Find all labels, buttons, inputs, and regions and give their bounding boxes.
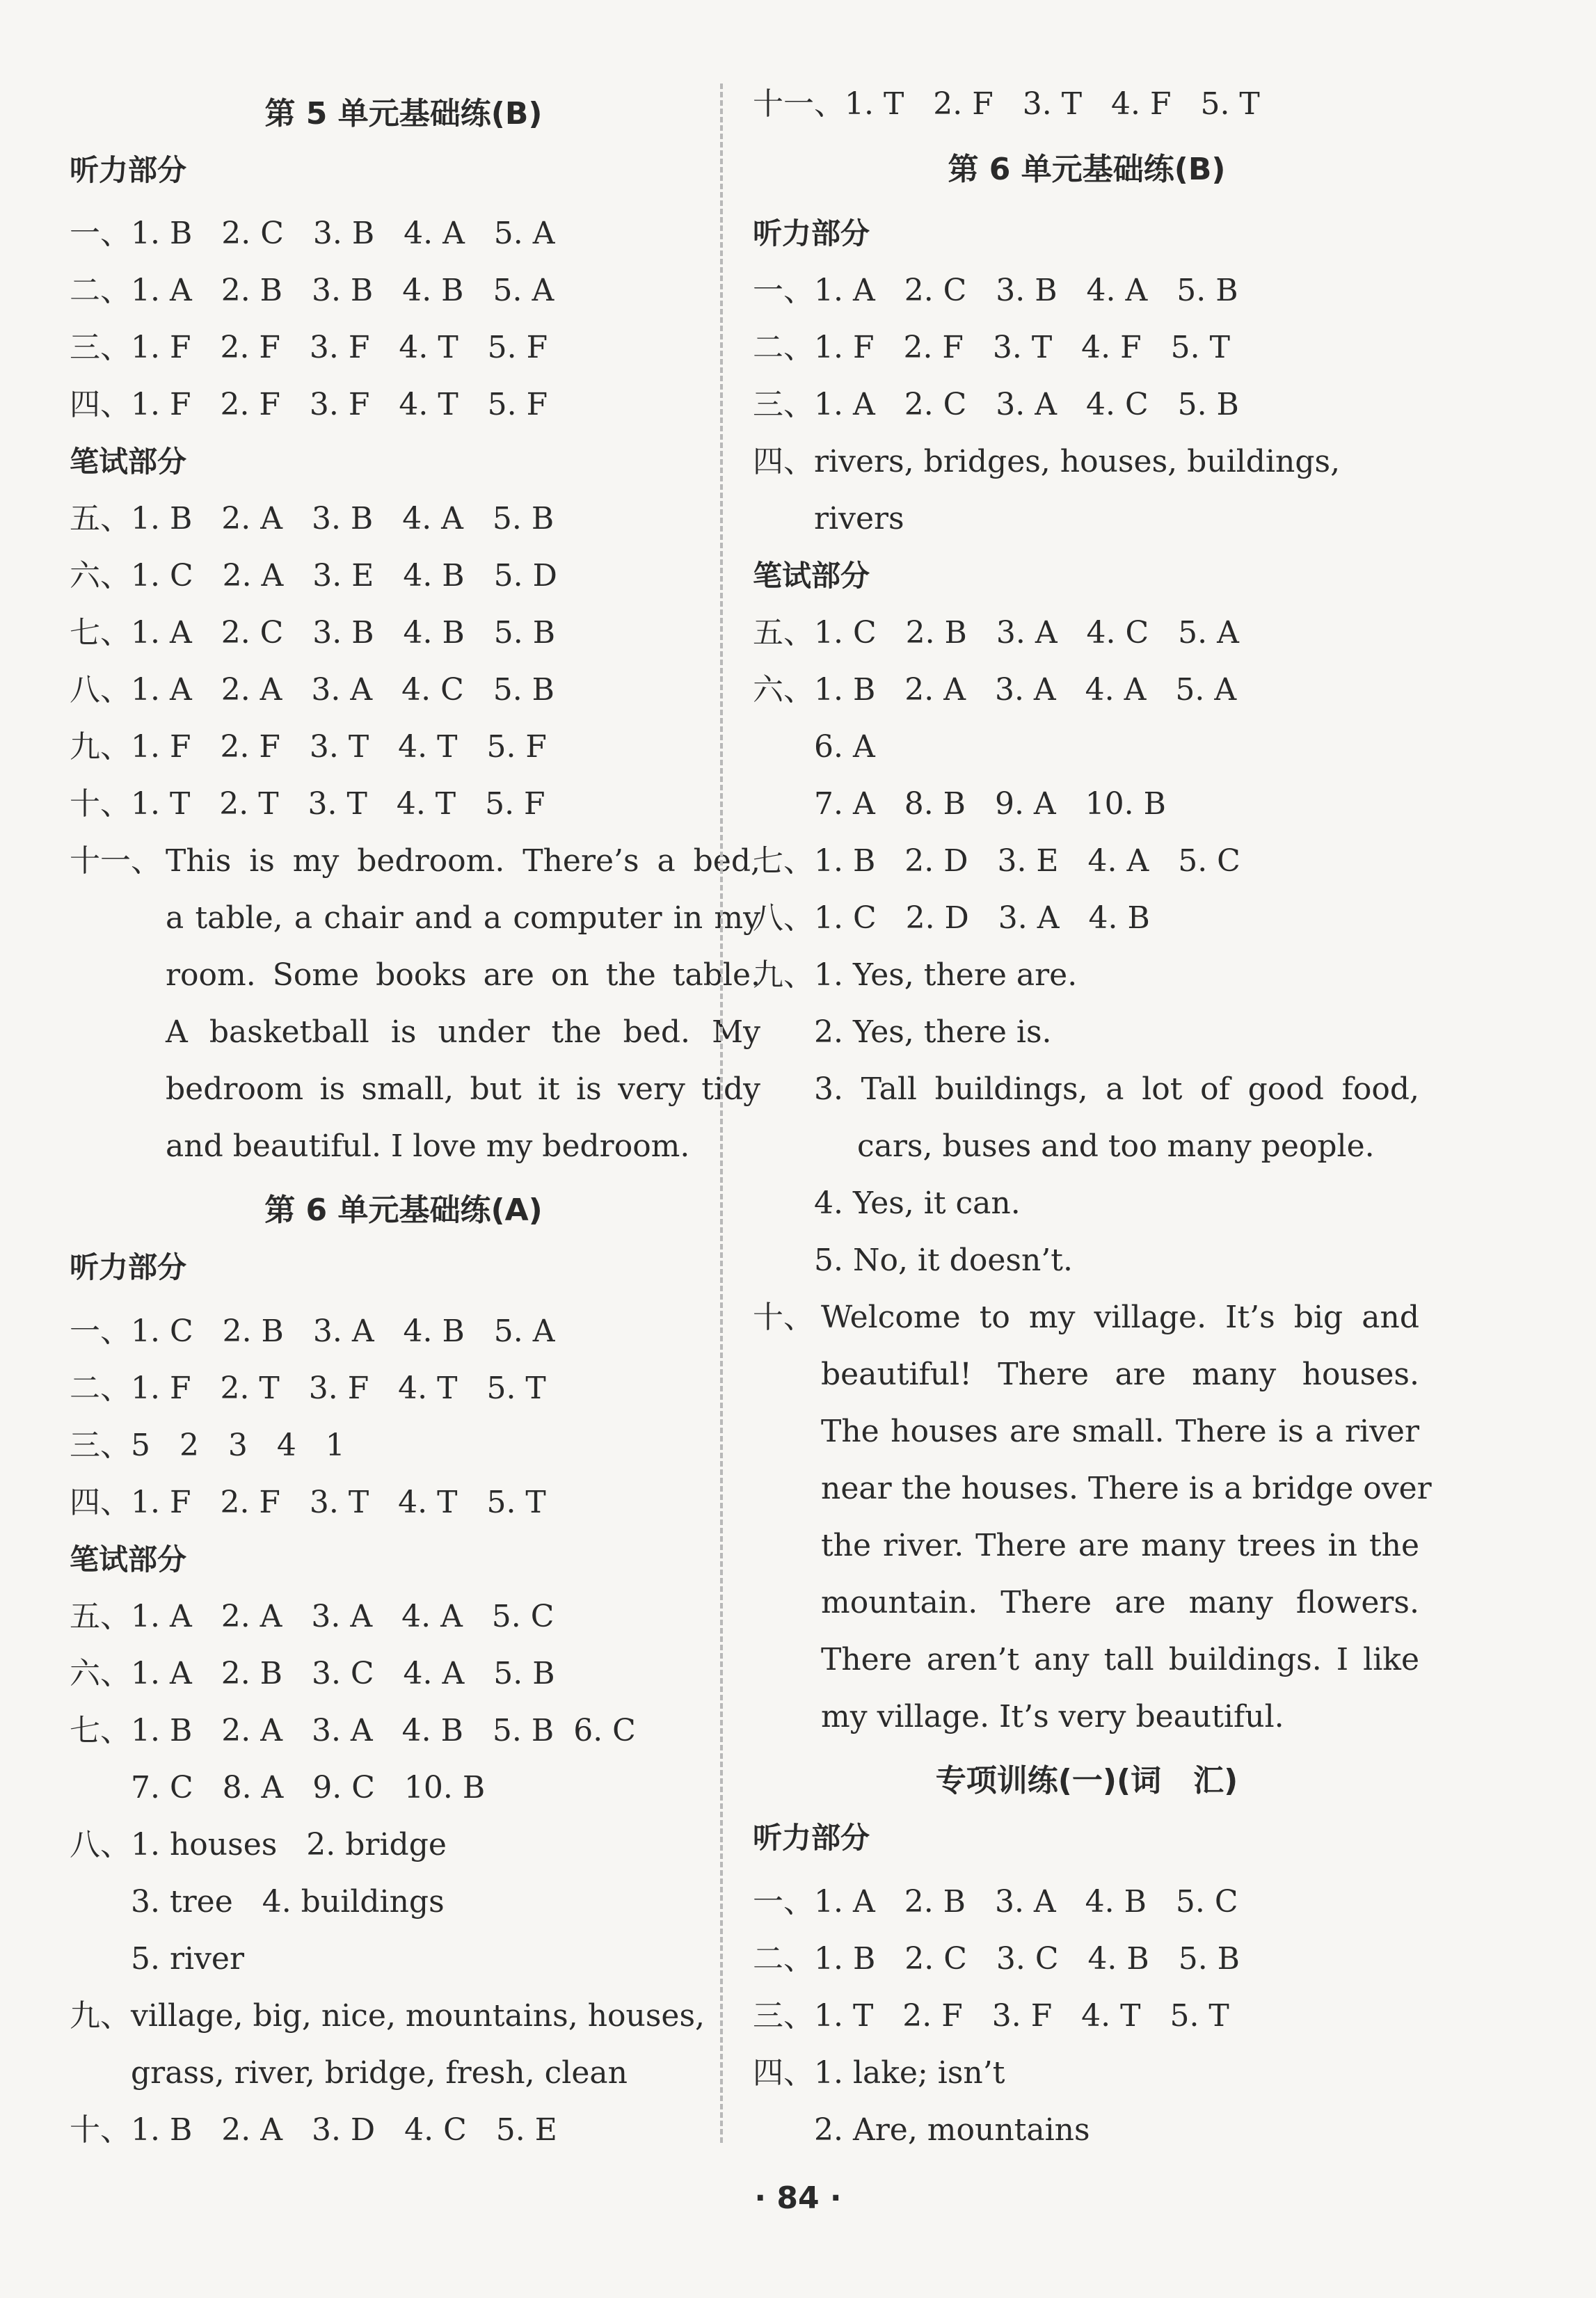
answer-line: 九、village, big, nice, mountains, houses,	[70, 1998, 705, 2034]
answer-line: 5. river	[131, 1941, 245, 1977]
essay-line: A basketball is under the bed. My	[166, 1014, 760, 1050]
answer-line: 七、1. B 2. A 3. A 4. B 5. B 6. C	[70, 1713, 636, 1748]
answer-line: 八、1. A 2. A 3. A 4. C 5. B	[70, 672, 554, 708]
essay-line: my village. It’s very beautiful.	[821, 1699, 1284, 1734]
answer-line: 十、1. T 2. T 3. T 4. T 5. F	[70, 786, 545, 822]
essay-line: mountain. There are many flowers.	[821, 1585, 1419, 1620]
answer-line: 六、1. B 2. A 3. A 4. A 5. A	[753, 672, 1237, 708]
answer-line: 三、5 2 3 4 1	[70, 1428, 345, 1463]
essay-line: There aren’t any tall buildings. I like	[821, 1642, 1419, 1677]
answer-line: 二、1. F 2. T 3. F 4. T 5. T	[70, 1371, 546, 1406]
answer-line: 七、1. B 2. D 3. E 4. A 5. C	[753, 843, 1240, 879]
page-number: · 84 ·	[754, 2180, 842, 2216]
answer-line: 六、1. A 2. B 3. C 4. A 5. B	[70, 1656, 555, 1691]
answer-line: 四、rivers, bridges, houses, buildings,	[753, 444, 1341, 479]
answer-line: 五、1. C 2. B 3. A 4. C 5. A	[753, 615, 1239, 651]
answer-line: 九、1. Yes, there are.	[753, 957, 1078, 993]
listening-heading: 听力部分	[753, 1821, 870, 1855]
essay-label: 十、	[753, 1300, 814, 1335]
answer-line: 二、1. F 2. F 3. T 4. F 5. T	[753, 330, 1230, 365]
answer-line: 7. C 8. A 9. C 10. B	[131, 1770, 486, 1805]
essay-line: This is my bedroom. There’s a bed,	[166, 843, 760, 879]
answer-line: 一、1. B 2. C 3. B 4. A 5. A	[70, 216, 555, 251]
answer-line: 6. A	[814, 729, 875, 765]
written-heading: 笔试部分	[753, 559, 870, 593]
essay-line: room. Some books are on the table.	[166, 957, 760, 993]
listening-heading: 听力部分	[753, 216, 870, 250]
answer-line: 2. Yes, there is.	[814, 1014, 1052, 1050]
essay-line: The houses are small. There is a river	[821, 1414, 1419, 1449]
answer-line: 三、1. T 2. F 3. F 4. T 5. T	[753, 1998, 1229, 2034]
answer-line: 八、1. houses 2. bridge	[70, 1827, 447, 1862]
answer-line: 二、1. A 2. B 3. B 4. B 5. A	[70, 273, 554, 308]
answer-line: 二、1. B 2. C 3. C 4. B 5. B	[753, 1941, 1240, 1977]
answer-line: 5. No, it doesn’t.	[814, 1243, 1073, 1278]
answer-line: 十一、1. T 2. F 3. T 4. F 5. T	[753, 86, 1260, 122]
answer-line: 一、1. A 2. B 3. A 4. B 5. C	[753, 1884, 1238, 1920]
answer-line: 七、1. A 2. C 3. B 4. B 5. B	[70, 615, 556, 651]
answer-line: cars, buses and too many people.	[857, 1128, 1375, 1164]
answer-line: rivers	[814, 501, 904, 536]
section-title-special1: 专项训练(一)(词 汇)	[935, 1763, 1238, 1798]
section-title-unit6a: 第 6 单元基础练(A)	[264, 1192, 543, 1228]
essay-line: Welcome to my village. It’s big and	[821, 1300, 1419, 1335]
answer-line: 7. A 8. B 9. A 10. B	[814, 786, 1166, 822]
essay-line: the river. There are many trees in the	[821, 1528, 1419, 1563]
answer-line: 四、1. lake; isn’t	[753, 2055, 1005, 2091]
written-heading: 笔试部分	[70, 445, 187, 479]
section-title-unit6b: 第 6 单元基础练(B)	[948, 152, 1226, 187]
essay-line: near the houses. There is a bridge over	[821, 1471, 1432, 1506]
listening-heading: 听力部分	[70, 153, 187, 187]
written-heading: 笔试部分	[70, 1542, 187, 1577]
essay-line: a table, a chair and a computer in my	[166, 900, 760, 936]
answer-line: 四、1. F 2. F 3. F 4. T 5. F	[70, 387, 548, 422]
answer-line: 五、1. B 2. A 3. B 4. A 5. B	[70, 501, 554, 536]
answer-line: 三、1. F 2. F 3. F 4. T 5. F	[70, 330, 548, 365]
answer-line: 九、1. F 2. F 3. T 4. T 5. F	[70, 729, 547, 765]
answer-line: 六、1. C 2. A 3. E 4. B 5. D	[70, 558, 557, 593]
answer-line: grass, river, bridge, fresh, clean	[131, 2055, 628, 2091]
answer-line: 一、1. A 2. C 3. B 4. A 5. B	[753, 273, 1238, 308]
answer-line: 3. Tall buildings, a lot of good food,	[814, 1071, 1419, 1107]
answer-line: 八、1. C 2. D 3. A 4. B	[753, 900, 1150, 936]
answer-line: 三、1. A 2. C 3. A 4. C 5. B	[753, 387, 1239, 422]
listening-heading: 听力部分	[70, 1250, 187, 1284]
answer-line: 四、1. F 2. F 3. T 4. T 5. T	[70, 1485, 546, 1520]
answer-line: 十、1. B 2. A 3. D 4. C 5. E	[70, 2112, 557, 2148]
essay-line: beautiful! There are many houses.	[821, 1357, 1419, 1392]
column-divider	[720, 83, 723, 2143]
answer-line: 一、1. C 2. B 3. A 4. B 5. A	[70, 1314, 555, 1349]
answer-line: 五、1. A 2. A 3. A 4. A 5. C	[70, 1599, 554, 1634]
section-title-unit5b: 第 5 单元基础练(B)	[264, 96, 543, 131]
essay-line: bedroom is small, but it is very tidy	[166, 1071, 760, 1107]
essay-line: and beautiful. I love my bedroom.	[166, 1128, 690, 1164]
answer-line: 4. Yes, it can.	[814, 1186, 1021, 1221]
answer-line: 2. Are, mountains	[814, 2112, 1090, 2148]
answer-line: 3. tree 4. buildings	[131, 1884, 445, 1920]
essay-label: 十一、	[70, 843, 161, 879]
